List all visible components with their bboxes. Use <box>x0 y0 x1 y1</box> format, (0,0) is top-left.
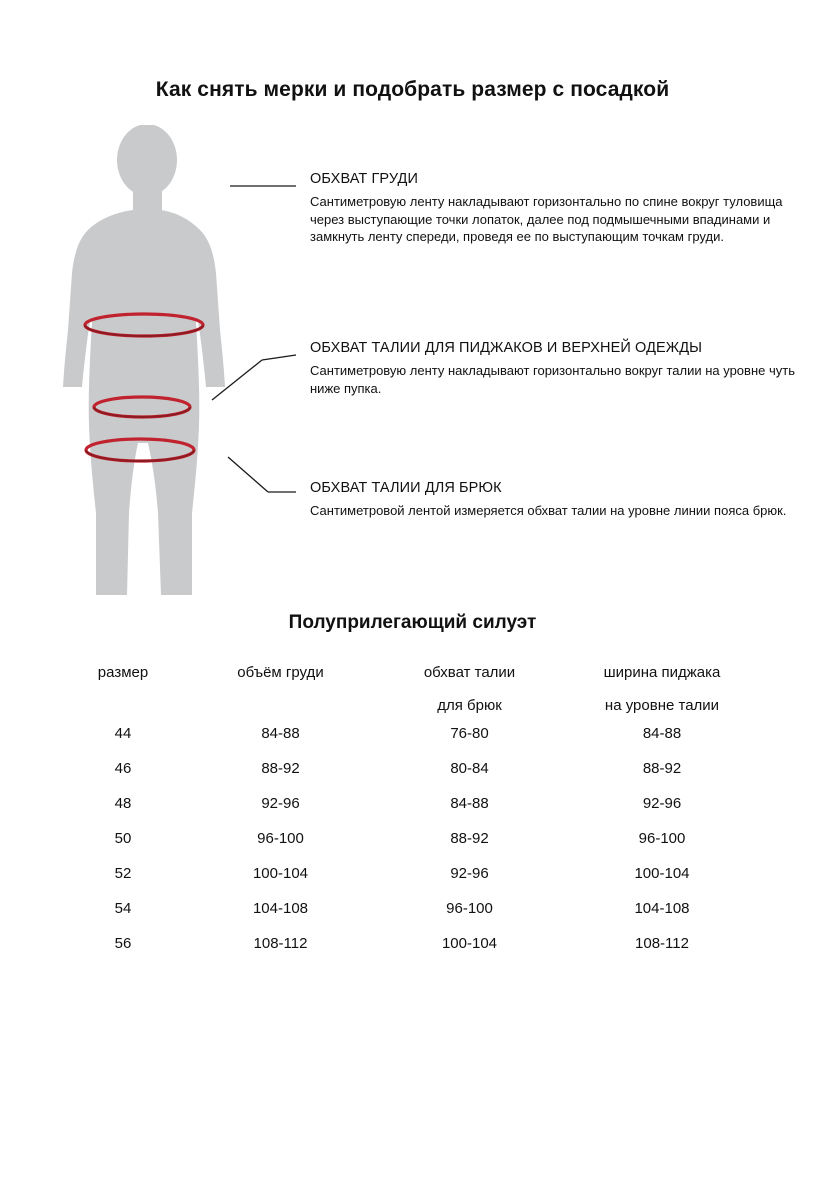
table-header-row <box>60 660 760 716</box>
annotation-waist-jacket <box>310 340 810 397</box>
annotation-chest-title: ОБХВАТ ГРУДИ <box>310 171 418 187</box>
cell-jacket-width: 84-88 <box>642 725 682 742</box>
column-header-size: размер <box>97 664 149 681</box>
table-row <box>60 821 760 856</box>
page-title: Как снять мерки и подобрать размер с посадкой <box>155 78 670 101</box>
annotation-chest-body: Сантиметровую ленту накладывают горизонтально по спине вокруг туловища через выступающие точки лопаток, далее под подмышечными впадинами и замкнуть ленту спереди, проведя ее по выступающим точкам груди. <box>310 194 783 244</box>
cell-size: 56 <box>114 935 132 952</box>
annotation-waist-trousers <box>310 480 800 520</box>
body-silhouette <box>63 125 225 595</box>
table-row <box>60 751 760 786</box>
cell-waist: 96-100 <box>446 900 493 917</box>
cell-waist: 100-104 <box>441 935 498 952</box>
cell-size: 54 <box>114 900 132 917</box>
table-row <box>60 856 760 891</box>
size-table <box>60 660 760 961</box>
cell-jacket-width: 92-96 <box>642 795 682 812</box>
cell-jacket-width: 108-112 <box>635 935 689 952</box>
cell-chest: 96-100 <box>257 830 304 847</box>
table-caption: Полуприлегающий силуэт <box>288 612 537 633</box>
cell-chest: 88-92 <box>261 760 300 777</box>
annotation-waist-trousers-title: ОБХВАТ ТАЛИИ ДЛЯ БРЮК <box>310 480 502 496</box>
cell-waist: 84-88 <box>450 795 489 812</box>
annotation-chest <box>310 171 790 246</box>
column-header-waist: обхват талии для брюк <box>423 664 516 714</box>
cell-chest: 108-112 <box>253 935 308 952</box>
silhouette-svg <box>30 125 300 605</box>
cell-jacket-width: 88-92 <box>642 760 682 777</box>
size-table-body <box>60 716 760 961</box>
annotation-waist-jacket-title: ОБХВАТ ТАЛИИ ДЛЯ ПИДЖАКОВ И ВЕРХНЕЙ ОДЕЖДЫ <box>310 340 703 356</box>
cell-jacket-width: 104-108 <box>634 900 690 917</box>
cell-chest: 92-96 <box>261 795 300 812</box>
cell-waist: 76-80 <box>450 725 489 742</box>
cell-chest: 104-108 <box>252 900 309 917</box>
annotation-list <box>300 125 810 605</box>
cell-size: 44 <box>114 725 132 742</box>
cell-size: 52 <box>114 865 132 882</box>
cell-waist: 80-84 <box>450 760 489 777</box>
cell-chest: 100-104 <box>252 865 309 882</box>
cell-size: 50 <box>114 830 132 847</box>
annotation-waist-jacket-body: Сантиметровую ленту накладывают горизонтально вокруг талии на уровне чуть ниже пупка. <box>310 363 795 396</box>
table-row <box>60 786 760 821</box>
column-header-chest: объём груди <box>237 664 324 681</box>
size-table-head <box>60 660 760 716</box>
table-row <box>60 891 760 926</box>
table-row <box>60 926 760 961</box>
cell-waist: 88-92 <box>450 830 489 847</box>
body-measurement-figure <box>30 125 300 605</box>
annotation-waist-trousers-body: Сантиметровой лентой измеряется обхват талии на уровне линии пояса брюк. <box>310 503 787 518</box>
column-header-jacket-width: ширина пиджака на уровне талии <box>603 664 721 714</box>
cell-jacket-width: 100-104 <box>634 865 690 882</box>
table-row <box>60 716 760 751</box>
cell-waist: 92-96 <box>450 865 489 882</box>
cell-chest: 84-88 <box>261 725 300 742</box>
cell-jacket-width: 96-100 <box>638 830 686 847</box>
cell-size: 48 <box>114 795 132 812</box>
cell-size: 46 <box>114 760 132 777</box>
